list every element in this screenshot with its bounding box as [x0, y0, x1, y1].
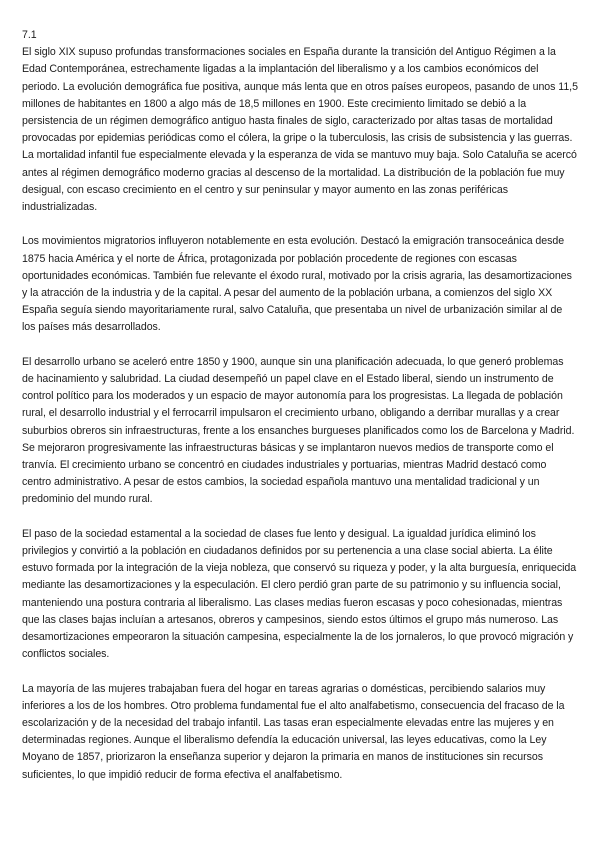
document-page	[22, 27, 578, 801]
section-number: 7.1	[22, 29, 37, 41]
paragraph-class-society: El paso de la sociedad estamental a la sociedad de clases fue lento y desigual. La igualdad jurídica eliminó los privilegios y convirtió a la población en ciudadanos definidos por su pertenencia a una clase social abierta. La élite estuvo formada por la integración de la vieja nobleza, que conservó su riqueza y poder, y la alta burguesía, enriquecida mediante las desamortizaciones y la especulación. El clero perdió gran parte de su patrimonio y su influencia social, manteniendo una postura contraria al liberalismo. Las clases medias fueron escasas y poco cohesionadas, mientras que las clases bajas incluían a artesanos, obreros y campesinos, siendo estos últimos el grupo más numeroso. Las desamortizaciones empeoraron la situación campesina, especialmente la de los jornaleros, lo que provocó migración y conflictos sociales.	[22, 527, 577, 661]
paragraph-demography: El siglo XIX supuso profundas transformaciones sociales en España durante la transición del Antiguo Régimen a la Edad Contemporánea, estrechamente ligadas a la implantación del liberalismo y a los cambios económicos del periodo. La evolución demográfica fue positiva, aunque más lenta que en otros países europeos, pasando de unos 11,5 millones de habitantes en 1800 a algo más de 18,5 millones en 1900. Este crecimiento limitado se debió a la persistencia de un régimen demográfico antiguo hasta finales de siglo, caracterizado por altas tasas de mortalidad provocadas por epidemias periódicas como el cólera, la gripe o la tuberculosis, las crisis de subsistencia y las guerras. La mortalidad infantil fue especialmente elevada y la esperanza de vida se mantuvo muy baja. Solo Cataluña se acercó antes al régimen demográfico moderno gracias al descenso de la mortalidad. La distribución de la población fue muy desigual, con escaso crecimiento en el centro y sur peninsular y mayor aumento en las zonas periféricas industrializadas.	[22, 46, 578, 214]
paragraph-migration: Los movimientos migratorios influyeron notablemente en esta evolución. Destacó la emigración transoceánica desde 1875 hacia América y el norte de África, protagonizada por población procedente de regiones con escasas oportunidades económicas. También fue relevante el éxodo rural, motivado por la crisis agraria, las desamortizaciones y la atracción de la industria y de la capital. A pesar del aumento de la población urbana, a comienzos del siglo XX España seguía siendo mayoritariamente rural, salvo Cataluña, que presentaba un nivel de urbanización similar al de los países más desarrollados.	[22, 235, 572, 334]
paragraph-urban-development: El desarrollo urbano se aceleró entre 1850 y 1900, aunque sin una planificación adecuada, lo que generó problemas de hacinamiento y salubridad. La ciudad desempeñó un papel clave en el Estado liberal, siendo un instrumento de control político para los moderados y un espacio de mayor autonomía para los progresistas. La llegada de población rural, el desarrollo industrial y el ferrocarril impulsaron el crecimiento urbano, obligando a derribar murallas y a crear suburbios obreros sin infraestructuras, frente a los ensanches burgueses planificados como los de Barcelona y Madrid. Se mejoraron progresivamente las infraestructuras básicas y se implantaron nuevos medios de transporte como el tranvía. El crecimiento urbano se concentró en ciudades industriales y portuarias, mientras Madrid destacó como centro administrativo. A pesar de estos cambios, la sociedad española mantuvo una mentalidad tradicional y un predominio del mundo rural.	[22, 355, 575, 506]
paragraph-women-education: La mayoría de las mujeres trabajaban fuera del hogar en tareas agrarias o domésticas, percibiendo salarios muy inferiores a los de los hombres. Otro problema fundamental fue el alto analfabetismo, consecuencia del fracaso de la escolarización y de la necesidad del trabajo infantil. Las tasas eran especialmente elevadas entre las mujeres y en determinadas regiones. Aunque el liberalismo defendía la educación universal, las leyes educativas, como la Ley Moyano de 1857, priorizaron la enseñanza superior y dejaron la primaria en manos de instituciones sin recursos suficientes, lo que impidió reducir de forma efectiva el analfabetismo.	[22, 682, 565, 781]
